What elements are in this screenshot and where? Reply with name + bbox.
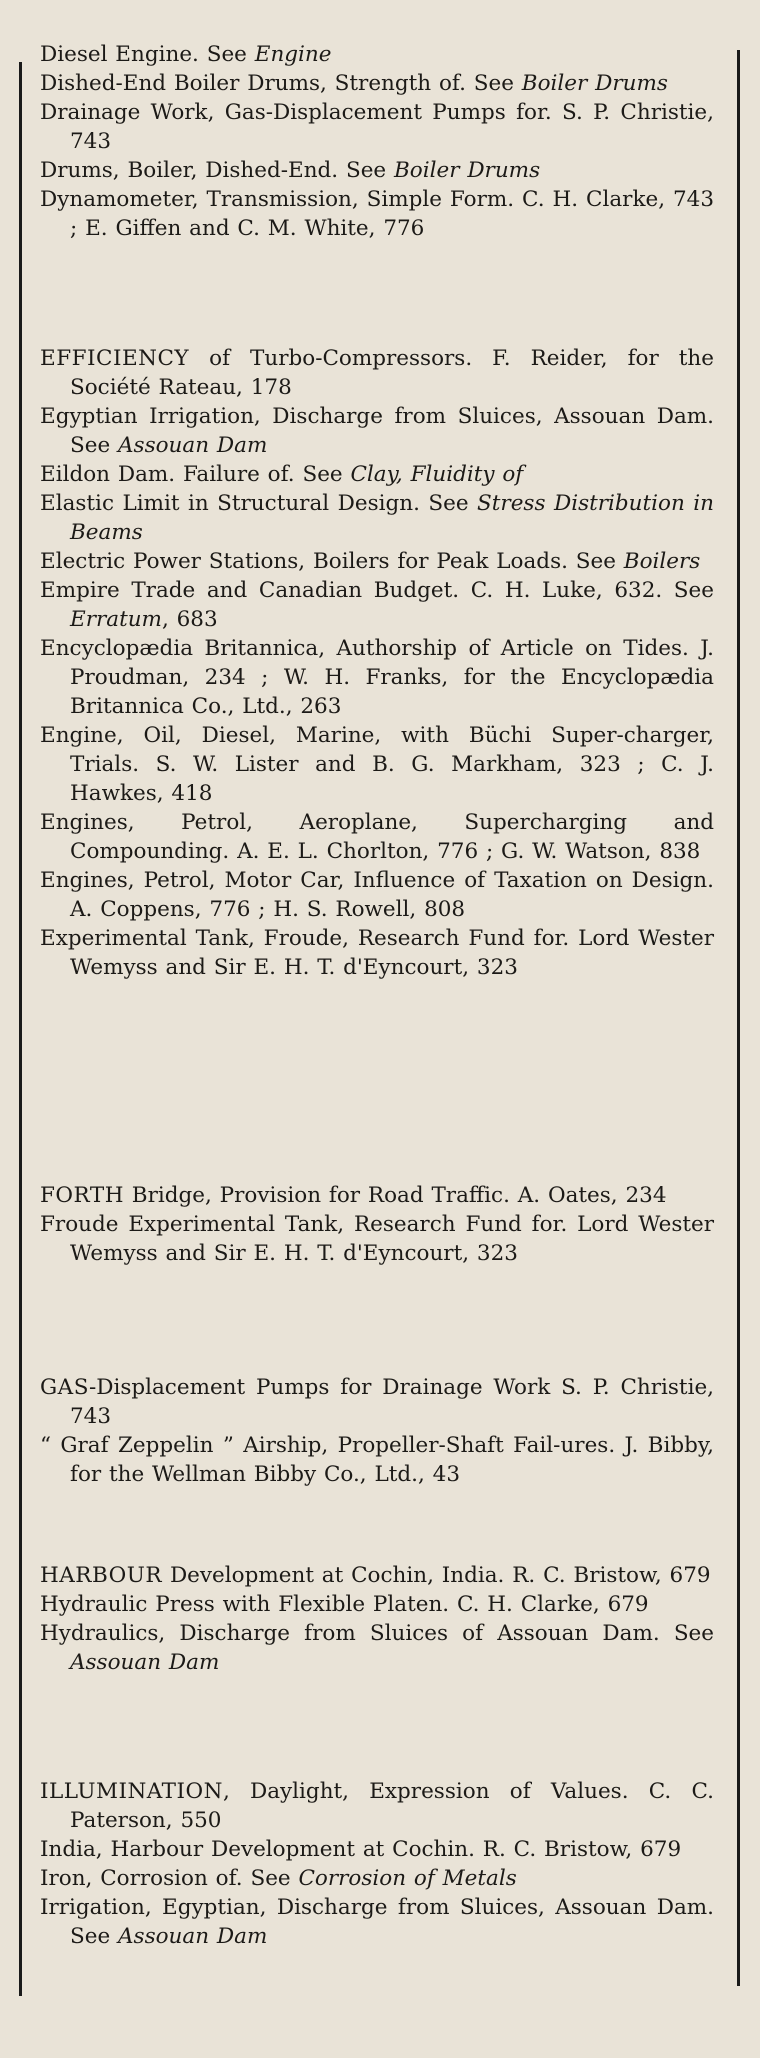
index-entry: Iron, Corrosion of. See Corrosion of Metals xyxy=(40,1866,517,1891)
index-entry: Diesel Engine. See Engine xyxy=(40,42,332,67)
index-entry: GAS-Displacement Pumps for Drainage Work S. P. Christie, 743 xyxy=(40,1375,714,1429)
index-entry: Eildon Dam. Failure of. See Clay, Fluidity of xyxy=(40,462,524,487)
right-column-rule xyxy=(737,50,740,1986)
index-entry: Dished-End Boiler Drums, Strength of. See Boiler Drums xyxy=(40,71,668,96)
section-lead-word: GAS xyxy=(40,1375,89,1400)
cross-reference: Erratum xyxy=(70,607,162,632)
index-entry: Dynamometer, Transmission, Simple Form. C. H. Clarke, 743 ; E. Giffen and C. M. White, 776 xyxy=(40,187,714,241)
index-section-h xyxy=(40,1561,714,1677)
index-entry: Egyptian Irrigation, Discharge from Sluices, Assouan Dam. See Assouan Dam xyxy=(40,404,714,458)
index-entry: ILLUMINATION, Daylight, Expression of Values. C. C. Paterson, 550 xyxy=(40,1779,714,1833)
index-entry: Hydraulics, Discharge from Sluices of Assouan Dam. See Assouan Dam xyxy=(40,1621,714,1675)
cross-reference: Boilers xyxy=(623,549,701,574)
index-entry: Froude Experimental Tank, Research Fund for. Lord Wester Wemyss and Sir E. H. T. d'Eyncourt, 323 xyxy=(40,1212,714,1266)
index-entry: Empire Trade and Canadian Budget. C. H. Luke, 632. See Erratum, 683 xyxy=(40,578,714,632)
index-entry: Drainage Work, Gas-Displacement Pumps for. S. P. Christie, 743 xyxy=(40,100,714,154)
index-section-e xyxy=(40,344,714,982)
cross-reference: Assouan Dam xyxy=(118,433,268,458)
index-entry: Experimental Tank, Froude, Research Fund for. Lord Wester Wemyss and Sir E. H. T. d'Eyncourt, 323 xyxy=(40,926,714,980)
cross-reference: Boiler Drums xyxy=(393,158,541,183)
index-entry: “ Graf Zeppelin ” Airship, Propeller-Shaft Fail-ures. J. Bibby, for the Wellman Bibby Co., Ltd., 43 xyxy=(40,1433,714,1487)
section-lead-word: EFFICIENCY xyxy=(40,346,190,371)
index-section-g xyxy=(40,1373,714,1489)
index-entry: Encyclopædia Britannica, Authorship of Article on Tides. J. Proudman, 234 ; W. H. Franks, for the Encyclopædia Britannica Co., Ltd., 263 xyxy=(40,636,714,719)
cross-reference: Boiler Drums xyxy=(521,71,668,96)
cross-reference: Engine xyxy=(254,42,332,67)
cross-reference: Stress Distribution in Beams xyxy=(70,491,714,545)
index-entry: Engines, Petrol, Motor Car, Influence of Taxation on Design. A. Coppens, 776 ; H. S. Rowell, 808 xyxy=(40,868,714,922)
section-lead-word: FORTH xyxy=(40,1183,124,1208)
index-entry: Electric Power Stations, Boilers for Peak Loads. See Boilers xyxy=(40,549,701,574)
index-entry: Elastic Limit in Structural Design. See Stress Distribution in Beams xyxy=(40,491,714,545)
index-entry: HARBOUR Development at Cochin, India. R. C. Bristow, 679 xyxy=(40,1563,711,1588)
section-lead-word: ILLUMINATION xyxy=(40,1779,223,1804)
cross-reference: Clay, Fluidity of xyxy=(350,462,524,487)
cross-reference: Assouan Dam xyxy=(118,1924,268,1949)
index-section-d xyxy=(40,40,714,243)
section-lead-word: HARBOUR xyxy=(40,1563,163,1588)
index-entry: India, Harbour Development at Cochin. R. C. Bristow, 679 xyxy=(40,1837,682,1862)
index-entry: Irrigation, Egyptian, Discharge from Sluices, Assouan Dam. See Assouan Dam xyxy=(40,1895,714,1949)
index-entry: EFFICIENCY of Turbo-Compressors. F. Reider, for the Société Rateau, 178 xyxy=(40,346,714,400)
index-section-f xyxy=(40,1181,714,1268)
cross-reference: Assouan Dam xyxy=(70,1650,220,1675)
index-section-i xyxy=(40,1777,714,1951)
index-entry: Engines, Petrol, Aeroplane, Supercharging and Compounding. A. E. L. Chorlton, 776 ; G. W. Watson, 838 xyxy=(40,810,714,864)
left-column-rule xyxy=(19,62,22,1996)
index-entry: FORTH Bridge, Provision for Road Traffic. A. Oates, 234 xyxy=(40,1183,667,1208)
index-entry: Drums, Boiler, Dished-End. See Boiler Drums xyxy=(40,158,541,183)
index-entry: Engine, Oil, Diesel, Marine, with Büchi Super-charger, Trials. S. W. Lister and B. G. Markham, 323 ; C. J. Hawkes, 418 xyxy=(40,723,714,806)
index-entry: Hydraulic Press with Flexible Platen. C. H. Clarke, 679 xyxy=(40,1592,649,1617)
cross-reference: Corrosion of Metals xyxy=(298,1866,517,1891)
